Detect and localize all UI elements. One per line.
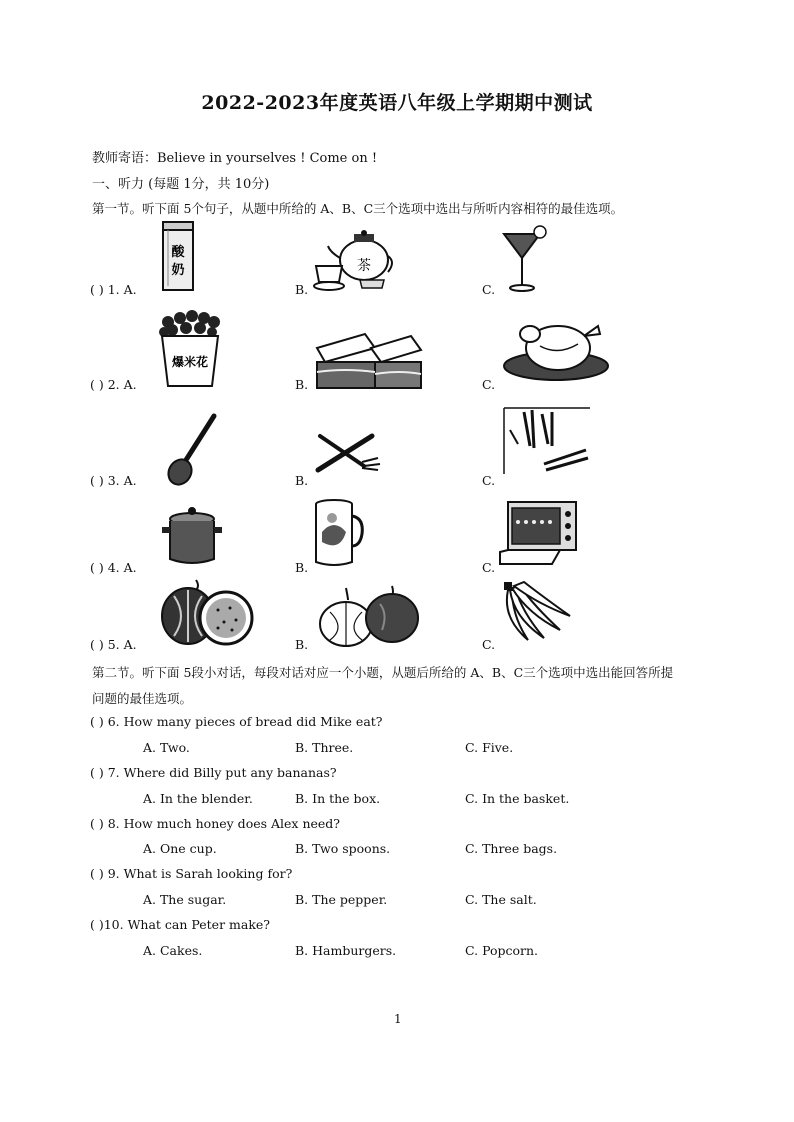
roast-chicken-icon [500, 316, 610, 382]
teacher-note: 教师寄语：Believe in yourselves ! Come on ! [92, 151, 378, 166]
item-2-b: B. [295, 377, 309, 392]
item-1-b: B. [295, 282, 309, 297]
q10-option-b: B. Hamburgers. [295, 943, 397, 958]
part-two-instruction-2: 问题的最佳选项。 [92, 691, 193, 706]
item-3-b: B. [295, 473, 309, 488]
chopsticks-icon [500, 406, 592, 476]
question-6: ( ) 6. How many pieces of bread did Mike eat? [90, 714, 383, 729]
mug-icon [312, 498, 364, 568]
question-9: ( ) 9. What is Sarah looking for? [90, 866, 293, 881]
oven-icon [498, 496, 580, 566]
q6-option-a: A. Two. [143, 740, 190, 755]
page-title: 2022-2023年度英语八年级上学期期中测试 [201, 92, 593, 114]
section-heading: 一、听力 (每题 1分，共 10分) [92, 177, 270, 192]
part-two-instruction-1: 第二节。听下面 5段小对话，每段对话对应一个小题，从题后所给的 A、B、C三个选项中选出能回答所提 [92, 665, 674, 680]
onions-icon [316, 584, 420, 648]
q10-option-c: C. Popcorn. [465, 943, 539, 958]
q6-option-c: C. Five. [465, 740, 514, 755]
question-8: ( ) 8. How much honey does Alex need? [90, 816, 340, 831]
item-2-c: C. [482, 377, 496, 392]
pot-icon [160, 505, 224, 567]
q7-option-c: C. In the basket. [465, 791, 570, 806]
item-1-c: C. [482, 282, 496, 297]
page-number: 1 [394, 1012, 402, 1026]
milk-label-1: 酸 [171, 245, 185, 260]
milk-label-2: 奶 [171, 263, 185, 278]
item-4-number: ( ) 4. A. [90, 560, 137, 575]
item-5-c: C. [482, 637, 496, 652]
watermelon-icon [160, 578, 254, 646]
q6-option-b: B. Three. [295, 740, 354, 755]
knife-and-fork-icon [312, 430, 382, 476]
milk-carton-icon [160, 220, 196, 292]
q9-option-c: C. The salt. [465, 892, 537, 907]
item-4-c: C. [482, 560, 496, 575]
tea-label: 茶 [357, 258, 371, 274]
item-5-number: ( ) 5. A. [90, 637, 137, 652]
part-one-instruction: 第一节。听下面 5个句子，从题中所给的 A、B、C三个选项中选出与所听内容相符的最佳选项。 [92, 201, 624, 216]
popcorn-label: 爆米花 [171, 355, 209, 369]
spoon-icon [162, 410, 222, 486]
q7-option-a: A. In the blender. [143, 791, 253, 806]
cocktail-glass-icon [500, 224, 548, 294]
item-3-number: ( ) 3. A. [90, 473, 137, 488]
item-2-number: ( ) 2. A. [90, 377, 137, 392]
question-10: ( )10. What can Peter make? [90, 917, 270, 932]
q9-option-b: B. The pepper. [295, 892, 388, 907]
sandwiches-icon [315, 328, 423, 390]
teapot-and-cups-icon [312, 228, 394, 292]
item-4-b: B. [295, 560, 309, 575]
q10-option-a: A. Cakes. [143, 943, 203, 958]
bananas-icon [498, 578, 574, 644]
q9-option-a: A. The sugar. [143, 892, 227, 907]
q8-option-c: C. Three bags. [465, 841, 558, 856]
q8-option-b: B. Two spoons. [295, 841, 391, 856]
q7-option-b: B. In the box. [295, 791, 381, 806]
q8-option-a: A. One cup. [143, 841, 217, 856]
item-5-b: B. [295, 637, 309, 652]
item-3-c: C. [482, 473, 496, 488]
question-7: ( ) 7. Where did Billy put any bananas? [90, 765, 337, 780]
item-1-number: ( ) 1. A. [90, 282, 137, 297]
popcorn-bucket-icon [158, 308, 222, 388]
